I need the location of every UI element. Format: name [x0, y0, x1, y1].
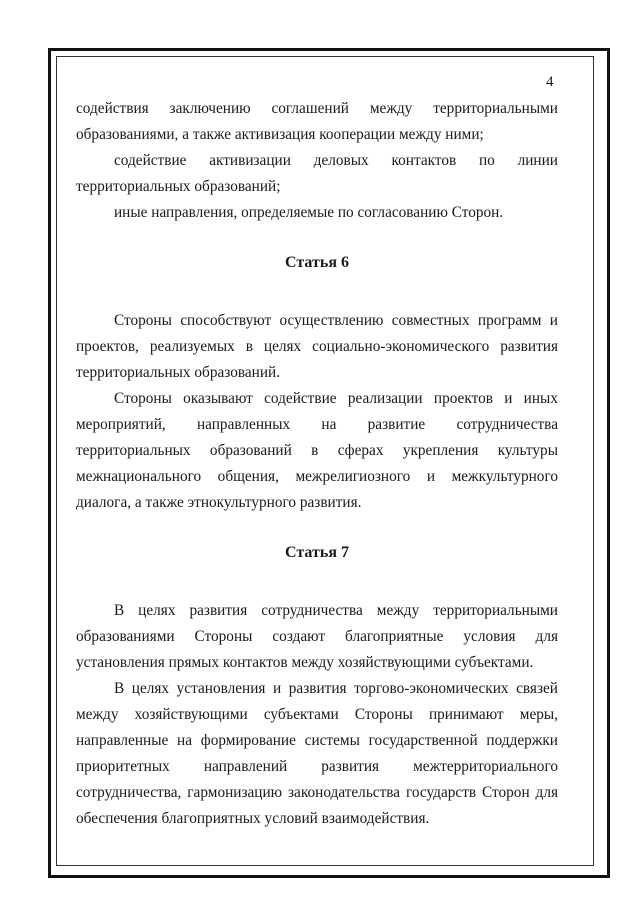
text-line: установления прямых контактов между хозяйствующими субъектами.: [76, 654, 534, 671]
article-6-heading: Статья 6: [285, 254, 349, 271]
text-line: межнационального общения, межрелигиозного и межкультурного: [76, 468, 558, 485]
text-line: иные направления, определяемые по согласованию Сторон.: [114, 204, 504, 221]
text-line: приоритетных направлений развития межтерриториального: [76, 758, 558, 775]
continued-list: [76, 96, 558, 226]
article-6-body: [76, 308, 558, 516]
text-line: территориальных образований;: [76, 178, 281, 195]
text-line: диалога, а также этнокультурного развития.: [76, 494, 362, 511]
text-line: территориальных образований.: [76, 364, 281, 381]
text-line: образованиями, а также активизация кооперации между ними;: [76, 126, 484, 143]
text-line: между хозяйствующими субъектами Стороны принимают меры,: [76, 706, 558, 723]
text-line: сотрудничества, гармонизацию законодательства государств Сторон для: [76, 784, 558, 801]
article-7-body: [76, 598, 558, 832]
page-number: 4: [546, 74, 554, 90]
text-line: проектов, реализуемых в целях социально-экономического развития: [76, 338, 558, 355]
text-line: обеспечения благоприятных условий взаимодействия.: [76, 810, 430, 827]
text-line: В целях развития сотрудничества между территориальными: [114, 602, 558, 619]
text-line: В целях установления и развития торгово-экономических связей: [114, 680, 558, 697]
text-line: мероприятий, направленных на развитие сотрудничества: [76, 416, 558, 433]
text-line: содействия заключению соглашений между территориальными: [76, 100, 558, 117]
text-line: образованиями Стороны создают благоприятные условия для: [76, 628, 558, 645]
text-line: Стороны способствуют осуществлению совместных программ и: [114, 312, 558, 329]
document-body: [76, 96, 558, 832]
text-line: Стороны оказывают содействие реализации проектов и иных: [114, 390, 558, 407]
text-line: содействие активизации деловых контактов по линии: [114, 152, 558, 169]
article-7-heading: Статья 7: [285, 544, 349, 561]
text-line: направленные на формирование системы государственной поддержки: [76, 732, 558, 749]
text-line: территориальных образований в сферах укрепления культуры: [76, 442, 558, 459]
